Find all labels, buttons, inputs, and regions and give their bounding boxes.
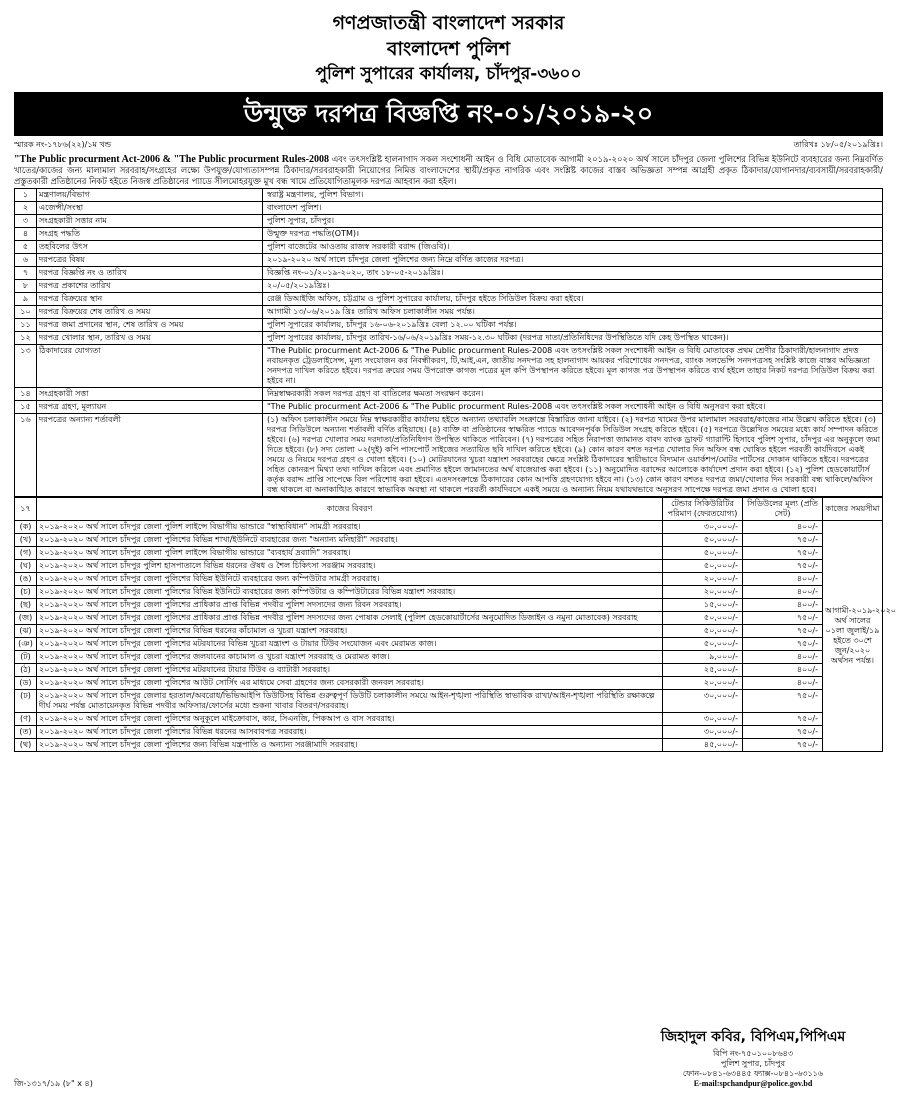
col-tender-security: টেন্ডার সিকিউরিটির পরিমাণ (ফেরতযোগ্য) xyxy=(663,498,743,521)
info-row-label: সংগ্রহ পদ্ধতি xyxy=(37,228,263,241)
work-item-row xyxy=(15,573,883,586)
work-item-security: ২০,০০০/- xyxy=(663,573,743,586)
work-item-description: ২০১৯-২০২০ অর্থ সালে চাঁদপুর জেলা পুলিশের জন্য বিভিন্ন যন্ত্রপাতি ও অন্যান্য সরঞ্জামাদি সরবরাহ। xyxy=(37,739,663,752)
signature-block xyxy=(633,1025,873,1089)
info-row xyxy=(15,241,883,254)
work-item-row xyxy=(15,651,883,664)
info-row xyxy=(15,228,883,241)
work-item-row xyxy=(15,726,883,739)
work-item-description: ২০১৯-২০২০ অর্থ সালে চাঁদপুর জেলা পুলিশের মটরযানের বিভিন্ন খুচরা যন্ত্রাংশ ও টায়ার টিউব সংযোজন এবং মেরামত কাজ। xyxy=(37,638,663,651)
work-item-description: ২০১৯-২০২০ অর্থ সালে চাঁদপুর জেলা পুলিশের প্রাধিকার প্রাপ্ত বিভিন্ন পদবীর পুলিশ সদস্যদের জন্য পোষাক সেলাই (পুলিশ হেডকোয়ার্টার্সের অনুমোদিত ডিজাইন ও নমুনা মোতাবেক) সরবরাহ xyxy=(37,612,663,625)
work-item-row xyxy=(15,713,883,726)
work-item-security: ৫০,০০০/- xyxy=(663,612,743,625)
info-row-number: ১ xyxy=(15,189,37,202)
government-title: গণপ্রজাতন্ত্রী বাংলাদেশ সরকার xyxy=(332,12,565,34)
work-item-row xyxy=(15,586,883,599)
info-row-value: বিজ্ঞপ্তি নং-০১/২০১৯-২০২০, তাং ১৮-০৫-২০১৯খ্রিঃ। xyxy=(263,267,883,280)
info-row-label: তহবিলের উৎস xyxy=(37,241,263,254)
info-row xyxy=(15,332,883,345)
info-row xyxy=(15,267,883,280)
work-item-security: ৫০,০০০/- xyxy=(663,638,743,651)
work-item-security: ১৫,০০০/- xyxy=(663,599,743,612)
info-row-label: দরপত্র বিক্রয়ের স্থান xyxy=(37,293,263,306)
work-item-price: ৭৫০/- xyxy=(743,560,823,573)
work-item-code: (ঘ) xyxy=(15,560,37,573)
info-row xyxy=(15,401,883,414)
work-item-row xyxy=(15,690,883,713)
info-row-number: ১৫ xyxy=(15,401,37,414)
work-item-price: ৪০০/- xyxy=(743,651,823,664)
work-item-description: ২০১৯-২০২০ অর্থ সালে চাঁদপুর জেলা পুলিশের আউট সোর্সিং এর মাধ্যমে সেবা গ্রহণের জন্য বেসরকারী জনবল সরবরাহ। xyxy=(37,677,663,690)
work-item-row xyxy=(15,638,883,651)
info-row-value: স্বরাষ্ট্র মন্ত্রণালয়, পুলিশ বিভাগ। xyxy=(263,189,883,202)
work-item-security: ৯,০০০/- xyxy=(663,651,743,664)
tender-notice-banner: উন্মুক্ত দরপত্র বিজ্ঞপ্তি নং-০১/২০১৯-২০ xyxy=(14,92,883,136)
work-item-price: ৪০০/- xyxy=(743,521,823,534)
work-item-price: ৭৫০/- xyxy=(743,690,823,713)
work-item-description: ২০১৯-২০২০ অর্থ সালে চাঁদপুর পুলিশ হাসপাতালে বিভিন্ন ধরনের ঔষধ ও শৈল চিকিৎসা সরঞ্জাম সরবরাহ। xyxy=(37,560,663,573)
work-item-row xyxy=(15,664,883,677)
reference-line xyxy=(0,136,897,152)
intro-text: এবং তৎসংশ্লিষ্ট হালনাগাদ সকল সংশোধনী আইন ও বিধি মোতাবেক আগামী ২০১৯-২০২০ অর্থ সালে চাঁদপুর জেলা পুলিশের বিভিন্ন ইউনিটে ব্যবহারের জন্য নিম্নবর্ণিত খাতের/কাজের জন্য মালামাল সরবরাহ/সংগ্রহের লক্ষ্যে উপযুক্ত/যোগ্যতাসম্পন্ন ঠিকাদার/সরবরাহকারী নিয়োগের নিমিত্ত বাংলাদেশের স্থায়ী/প্রকৃত নাগরিক এবং সংশ্লিষ্ট কাজের বাস্তব অভিজ্ঞতা সম্পন্ন আগ্রহী প্রকৃত ঠিকাদার/যোগানদার/ব্যবসায়ী/সরবরাহকারী/প্রস্তুতকারী প্রতিষ্ঠানের নিকট হইতে নিজস্ব প্রতিষ্ঠানের প্যাডে সীলমোহরযুক্ত মুখ বন্ধ খামে প্রতিযোগিতামূলক দরপত্র আহবান করা হইল। xyxy=(14,154,883,186)
work-table-number: ১৭ xyxy=(15,498,37,521)
info-row-label: দরপত্রের বিষয় xyxy=(37,254,263,267)
info-row-number: ১৪ xyxy=(15,388,37,401)
info-row-number: ৫ xyxy=(15,241,37,254)
info-row-value: পুলিশ সুপার, চাঁদপুর। xyxy=(263,215,883,228)
info-row-value: পুলিশ সুপারের কার্যালয়, চাঁদপুর তারিখ-১৬/০৬/২০১৯খ্রিঃ সময়-১২.৩০ ঘটিকা (দরপত্র দাতা/প্রতিনিধিদের উপস্থিতিতে যদি কেহ উপস্থিত থাকেন)। xyxy=(263,332,883,345)
info-row xyxy=(15,388,883,401)
info-row xyxy=(15,293,883,306)
info-row-value: "The Public procurment Act-2006 & "The Public procurment Rules-2008 এবং তৎসংশ্লিষ্ট সকল সংশোধনী আইন ও বিধি অনুসরণ করা হইবে। xyxy=(263,401,883,414)
work-item-code: (ছ) xyxy=(15,599,37,612)
work-item-price: ৭৫০/- xyxy=(743,612,823,625)
work-items-table xyxy=(14,497,896,752)
print-code: জি-১৩১৭/১৯ (৮" x ৪) xyxy=(14,1079,93,1088)
info-row-number: ৭ xyxy=(15,267,37,280)
info-row-number: ১৩ xyxy=(15,345,37,388)
tender-info-body xyxy=(15,189,883,497)
work-item-code: (ক) xyxy=(15,521,37,534)
signatory-title: পুলিশ সুপার, চাঁদপুর xyxy=(720,1059,786,1068)
signatory-phone: ফোন-০৮৪১-৬৩৪৪৫ ফ্যাক্স-০৮৪১-৬৩১১৬ xyxy=(682,1069,824,1078)
info-row-label: দরপত্র বিজ্ঞপ্তি নং ও তারিখ xyxy=(37,267,263,280)
info-row-number: ১৬ xyxy=(15,414,37,497)
info-row xyxy=(15,202,883,215)
work-item-row xyxy=(15,677,883,690)
info-row xyxy=(15,189,883,202)
work-item-price: ৪০০/- xyxy=(743,664,823,677)
info-row-value: ২০১৯-২০২০ অর্থ সালে চাঁদপুর জেলা পুলিশের জন্য নিম্নে বর্ণিত কাজের দরপত্র। xyxy=(263,254,883,267)
work-item-row xyxy=(15,612,883,625)
signatory-bp-number: বিপি নং-৭৫০১০০৮৬৪৩ xyxy=(712,1049,794,1058)
work-items-body xyxy=(15,521,896,752)
work-item-price: ৭৫০/- xyxy=(743,547,823,560)
col-time-limit: কাজের সময়সীমা xyxy=(823,498,883,521)
info-row-value: পুলিশ সুপারের কার্যালয়, চাঁদপুর ১৬-০৬-২০১৯খ্রিঃ বেলা ১২.০০ ঘটিকা পর্যন্ত। xyxy=(263,319,883,332)
work-item-code: (ত) xyxy=(15,726,37,739)
work-item-code: (থ) xyxy=(15,739,37,752)
work-time-limit: আগামী-২০১৯-২০২০ অর্থ সালের ০১লা জুলাই/১৯ হইতে ৩০শে জুন/২০২০ অর্থসন পর্যন্ত। xyxy=(823,521,883,752)
info-row-value: (১) অফিস চলাকালীন সময়ে নিম্ন স্বাক্ষরকারীর কার্যালয় হইতে অন্যান্য তথ্যাবলি সংক্রান্তে বিস্তারিত জানা যাইবে। (২) দরপত্র খামের উপর মালামাল সরবরাহ/কাজের নাম উল্লেখ করিতে হইবে। (৩) দরপত্র সিডিউলে অন্যান্য শর্তাবলী বর্ণিত রহিয়াছে। (৪) ব্যক্তি বা প্রতিষ্ঠানের স্বাক্ষরিত প্যাডে আবেদনপূর্বক সিডিউল সংগ্রহ করিতে হইবে। (৫) দরপত্রে উল্লেখিত সময়ের মধ্যে কার্য সম্পাদন করিতে হইবে। (৬) দরপত্র খোলার সময় দরদাতা/প্রতিনিধিগণ উপস্থিত থাকিতে পারিবেন। (৭) দরপত্রের সহিত নিরাপত্তা জামানত বাবদ ব্যাংক ড্রাফট গ্যারান্টি হিসাবে পুলিশ সুপার, চাঁদপুর এর অনুকূলে জমা দিতে হইবে। (৮) সদ্য তোলা ০২(দুই) কপি পাসপোর্ট সাইজের সত্যায়িত ছবি দাখিল করিতে হইবে। (৯) কোন কারণ বশত দরপত্র খোলার দিন অফিস বন্ধ ঘোষিত হইলে পরবর্তী কার্যদিবসে একই সময়ে ও নিয়মে দরপত্র গ্রহণ ও খোলা হইবে। (১০) মোটরযানের খুচরা যন্ত্রাংশ সরবরাহের ক্ষেত্রে সংশ্লিষ্ট ঠিকাদারের স্থায়ীভাবে বিদ্যমান ওয়ার্কশপ/মোটর পার্টসের দোকান থাকিতে হইবে। দরপত্রের সহিত কোনরূপ মিথ্যা তথ্য দাখিল করিলে এবং প্রমাণিত হইলে জামানতের অর্থ বাজেয়াপ্ত করা হইবে। (১১) অনুমোদিত বরাদ্দের আলোকে কার্যাদেশ প্রদান করা হইবে। (১২) পুলিশ হেডকোয়ার্টার্স কর্তৃক বরাদ্দ প্রাপ্তি সাপেক্ষে বিল পরিশোধ করা হইবে। এতদসংক্রান্তে ঠিকাদারের কোন আপত্তি গ্রহণযোগ্য হইবে না। (১৩) কোন কারণ বশতঃ দরপত্র জমা/খোলার দিন সরকারী বন্ধ থাকিলে/অফিস বন্ধ থাকলে বা অনাকাঙ্খিত কারণে স্বাভাবিক অবস্থা না থাকলে পরবর্তী কার্যদিবসে একই সময়ে ও অন্যান্য নিয়ম যথাযথভাবে অনুসরণ সাপেক্ষে দরপত্র জমা প্রদান ও খোলা হবে। xyxy=(263,414,883,497)
work-item-description: ২০১৯-২০২০ অর্থ সালে চাঁদপুর জেলা পুলিশের বিভিন্ন ধরনের আসবাবপত্র সরবরাহ। xyxy=(37,726,663,739)
work-item-code: (ঞ) xyxy=(15,638,37,651)
work-item-code: (ট) xyxy=(15,651,37,664)
info-row xyxy=(15,345,883,388)
work-item-price: ৪০০/- xyxy=(743,573,823,586)
office-title: পুলিশ সুপারের কার্যালয়, চাঁদপুর-৩৬০০ xyxy=(315,64,582,84)
work-item-price: ৪০০/- xyxy=(743,586,823,599)
work-item-description: ২০১৯-২০২০ অর্থ সালে চাঁদপুর জেলা পুলিশের মটরযানের টায়ার টিউব ও ব্যাটারী সরবরাহ। xyxy=(37,664,663,677)
info-row-label: দরপত্র প্রকাশের তারিখ xyxy=(37,280,263,293)
work-item-security: ২৫,০০০/- xyxy=(663,664,743,677)
info-row-value: পুলিশ বাজেটের আওতায় রাজস্ব সরকারী বরাদ্দ (জিওবি)। xyxy=(263,241,883,254)
work-item-description: ২০১৯-২০২০ অর্থ সালে চাঁদপুর জেলা পুলিশের জলযানের কাচামাল ও খুচরা যন্ত্রাংশ সরবরাহ ও মেরামত কাজ। xyxy=(37,651,663,664)
signatory-email: E-mail:spchandpur@police.gov.bd xyxy=(693,1079,813,1088)
work-item-code: (চ) xyxy=(15,586,37,599)
work-item-security: ৫০,০০০/- xyxy=(663,534,743,547)
work-item-code: (ড) xyxy=(15,677,37,690)
work-item-description: ২০১৯-২০২০ অর্থ সালে চাঁদপুর জেলা পুলিশের প্রাধিকার প্রাপ্ত বিভিন্ন পদবীর পুলিশ সদস্যদের জন্য রিবন সরবরাহ। xyxy=(37,599,663,612)
info-row-label: ঠিকাদারের যোগ্যতা xyxy=(37,345,263,388)
info-row-label: দরপত্রের অন্যান্য শর্তাবলী xyxy=(37,414,263,497)
memo-number: স্মারক নং-১৭৮৬(২২)/১ম খন্ড xyxy=(14,140,112,149)
info-row-number: ১১ xyxy=(15,319,37,332)
work-item-code: (ঝ) xyxy=(15,625,37,638)
intro-act-reference: "The Public procurment Act-2006 & "The Public procurment Rules-2008 xyxy=(14,154,330,165)
work-item-price: ৭৫০/- xyxy=(743,638,823,651)
info-row-value: "The Public procurment Act-2006 & "The Public procurment Rules-2008 এবং তৎসংশ্লিষ্ট সকল সংশোধনী আইন ও বিধি মোতাবেক প্রথম শ্রেণীর ঠিকাদারী/হালনাগাদ প্রদত্ত নবায়নকৃত ট্রেডলাইসেন্স, মূল্য সংযোজন কর নিবন্ধীকরণ, টি,আই,এন, জাতীয় সনদপত্র সহ হালনাগাদ আয়কর পরিশোধের সনদপত্র, ব্যাংক সলভেন্সি সনদপত্রসহ সংশ্লিষ্ট কাজে বাস্তব অভিজ্ঞতা সনদপত্র দাখিল করিতে হইবে। দরপত্র ক্রয়ের সময় উপরোক্ত কাগজ পত্রের মূল কপি উপস্থাপন করিতে হইবে। মূল কাগজ পত্র উপস্থাপন করিতে ব্যর্থ হইলে তাহার নিকট দরপত্র সিডিউল বিক্রয় করা হইবে না। xyxy=(263,345,883,388)
info-row xyxy=(15,280,883,293)
work-item-row xyxy=(15,560,883,573)
work-item-security: ৩০,০০০/- xyxy=(663,713,743,726)
work-item-security: ৩০,০০০/- xyxy=(663,726,743,739)
info-row-label: মন্ত্রণালয়/বিভাগ xyxy=(37,189,263,202)
work-item-price: ৭৫০/- xyxy=(743,534,823,547)
info-row xyxy=(15,215,883,228)
work-item-security: ২০,০০০/- xyxy=(663,677,743,690)
info-row-value: ২০/০৫/২০১৯খ্রিঃ। xyxy=(263,280,883,293)
work-item-code: (খ) xyxy=(15,534,37,547)
info-row-value: উন্মুক্ত দরপত্র পদ্ধতি(OTM)। xyxy=(263,228,883,241)
work-item-description: ২০১৯-২০২০ অর্থ সালে চাঁদপুর জেলা পুলিশের বিভিন্ন ইউনিটে ব্যবহারের জন্য কম্পিউটার সামগ্রী সরবরাহ। xyxy=(37,573,663,586)
work-item-description: ২০১৯-২০২০ অর্থ সালে চাঁদপুর জেলা পুলিশের অনুকূলে মাইক্রোবাস, কার, সিএনজি, পিকআপ ও বাস সরবরাহ। xyxy=(37,713,663,726)
work-item-code: (ঢ) xyxy=(15,690,37,713)
work-item-description: ২০১৯-২০২০ অর্থ সালে চাঁদপুর জেলা পুলিশ লাইন্সে বিভাগীয় ভান্ডারে "ব্যবহার্য দ্রব্যাদি" সরবরাহ। xyxy=(37,547,663,560)
info-row-number: ১০ xyxy=(15,306,37,319)
info-row-number: ১২ xyxy=(15,332,37,345)
info-row-number: ৮ xyxy=(15,280,37,293)
work-item-description: ২০১৯-২০২০ অর্থ সালে চাঁদপুর জেলা পুলিশের বিভিন্ন ইউনিটে ব্যবহারের জন্য কম্পিউটার ও কম্পিউটারের বিভিন্ন যন্ত্রাংশ সরবরাহ। xyxy=(37,586,663,599)
work-item-row xyxy=(15,521,883,534)
info-row-number: ৬ xyxy=(15,254,37,267)
col-schedule-price: সিডিউলের মূল্য (প্রতি সেট) xyxy=(743,498,823,521)
info-row-label: এজেন্সী/সংস্থা xyxy=(37,202,263,215)
work-item-code: (ঙ) xyxy=(15,573,37,586)
work-item-security: ৫০,০০০/- xyxy=(663,547,743,560)
work-item-price: ৭৫০/- xyxy=(743,726,823,739)
work-item-price: ৪০০/- xyxy=(743,599,823,612)
signatory-name: জিহাদুল কবির, বিপিএম,পিপিএম xyxy=(660,1029,846,1045)
col-description: কাজের বিবরণ xyxy=(37,498,663,521)
info-row xyxy=(15,254,883,267)
work-item-price: ৭৫০/- xyxy=(743,625,823,638)
work-item-row xyxy=(15,739,883,752)
work-item-code: (গ) xyxy=(15,547,37,560)
notice-date: তারিখঃ ১৮/০৫/২০১৯খ্রিঃ। xyxy=(793,140,883,149)
info-row-label: সংগ্রহকারী সত্তা xyxy=(37,388,263,401)
info-row-value: নিম্নস্বাক্ষরকারী সকল দরপত্র গ্রহণ বা বাতিলের ক্ষমতা সংরক্ষণ করেন। xyxy=(263,388,883,401)
info-row-value: রেঞ্জ ডিআইজি অফিস, চট্টগ্রাম ও পুলিশ সুপারের কার্যালয়, চাঁদপুর হইতে সিডিউল বিক্রয় করা হইবে। xyxy=(263,293,883,306)
work-item-security: ২০,০০০/- xyxy=(663,586,743,599)
info-row-label: দরপত্র গ্রহণ, মূল্যায়ন xyxy=(37,401,263,414)
police-title: বাংলাদেশ পুলিশ xyxy=(386,38,511,60)
work-item-row xyxy=(15,625,883,638)
intro-paragraph xyxy=(0,152,897,186)
work-item-description: ২০১৯-২০২০ অর্থ সালে চাঁদপুর জেলার হরতাল/অবরোধ/ভিভিআইপি ডিউটিসহ বিভিন্ন গুরুত্বপূর্ণ ডিউটি চলাকালীন সময়ে আইন-শৃঙ্খলা পরিস্থিতি স্বাভাবিক রাখা/আইন-শৃঙ্খলা পরিস্থিতি রক্ষাকল্পে দীর্ঘ সময় পর্যন্ত মোতায়েনকৃত বিভিন্ন পদবীর অফিসার/ফোর্সের মধ্যে শুকনা খাবার বিতরণ/সরবরাহ। xyxy=(37,690,663,713)
work-table-header xyxy=(15,498,883,521)
work-item-security: ৩০,০০০/- xyxy=(663,690,743,713)
work-item-row xyxy=(15,599,883,612)
work-item-code: (ঠ) xyxy=(15,664,37,677)
info-row-number: ৯ xyxy=(15,293,37,306)
work-item-description: ২০১৯-২০২০ অর্থ সালে চাঁদপুর জেলা পুলিশের বিভিন্ন ধরনের কাঁচামাল ও খুচরা যন্ত্রাংশ সরবরাহ। xyxy=(37,625,663,638)
tender-info-table xyxy=(14,188,883,497)
work-item-description: ২০১৯-২০২০ অর্থ সালে চাঁদপুর জেলা পুলিশ লাইন্সে বিভাগীয় ভান্ডারে "স্বাস্থ্যবিধান" সামগ্রী সরবরাহ। xyxy=(37,521,663,534)
info-row-value: আগামী ১৩/০৬/২০১৯ খ্রিঃ তারিখ অফিস চলাকালীন সময় পর্যন্ত। xyxy=(263,306,883,319)
info-row-number: ৩ xyxy=(15,215,37,228)
work-item-row xyxy=(15,547,883,560)
info-row-label: দরপত্র জমা প্রদানের স্থান, শেষ তারিখ ও সময় xyxy=(37,319,263,332)
work-item-security: ৫০,০০০/- xyxy=(663,625,743,638)
info-row-label: দরপত্র বিক্রয়ের শেষ তারিখ ও সময় xyxy=(37,306,263,319)
info-row-label: দরপত্র খোলার স্থান, তারিখ ও সময় xyxy=(37,332,263,345)
work-item-price: ৪০০/- xyxy=(743,677,823,690)
info-row-value: বাংলাদেশ পুলিশ। xyxy=(263,202,883,215)
info-row xyxy=(15,414,883,497)
info-row-label: সংগ্রহকারী সত্তার নাম xyxy=(37,215,263,228)
info-row-number: ২ xyxy=(15,202,37,215)
work-item-security: ৪৫,০০০/- xyxy=(663,739,743,752)
work-item-price: ৭৫০/- xyxy=(743,739,823,752)
work-item-description: ২০১৯-২০২০ অর্থ সালে চাঁদপুর জেলা পুলিশের বিভিন্ন শাখা/ইউনিটে ব্যবহারের জন্য "অন্যান্য মনিহারী" সরবরাহ। xyxy=(37,534,663,547)
work-item-security: ৫০,০০০/- xyxy=(663,560,743,573)
info-row-number: ৪ xyxy=(15,228,37,241)
work-item-row xyxy=(15,534,883,547)
work-item-code: (জ) xyxy=(15,612,37,625)
info-row xyxy=(15,319,883,332)
work-item-price: ৭৫০/- xyxy=(743,713,823,726)
notice-header xyxy=(0,10,897,86)
work-item-code: (ণ) xyxy=(15,713,37,726)
info-row xyxy=(15,306,883,319)
work-item-security: ৩০,০০০/- xyxy=(663,521,743,534)
